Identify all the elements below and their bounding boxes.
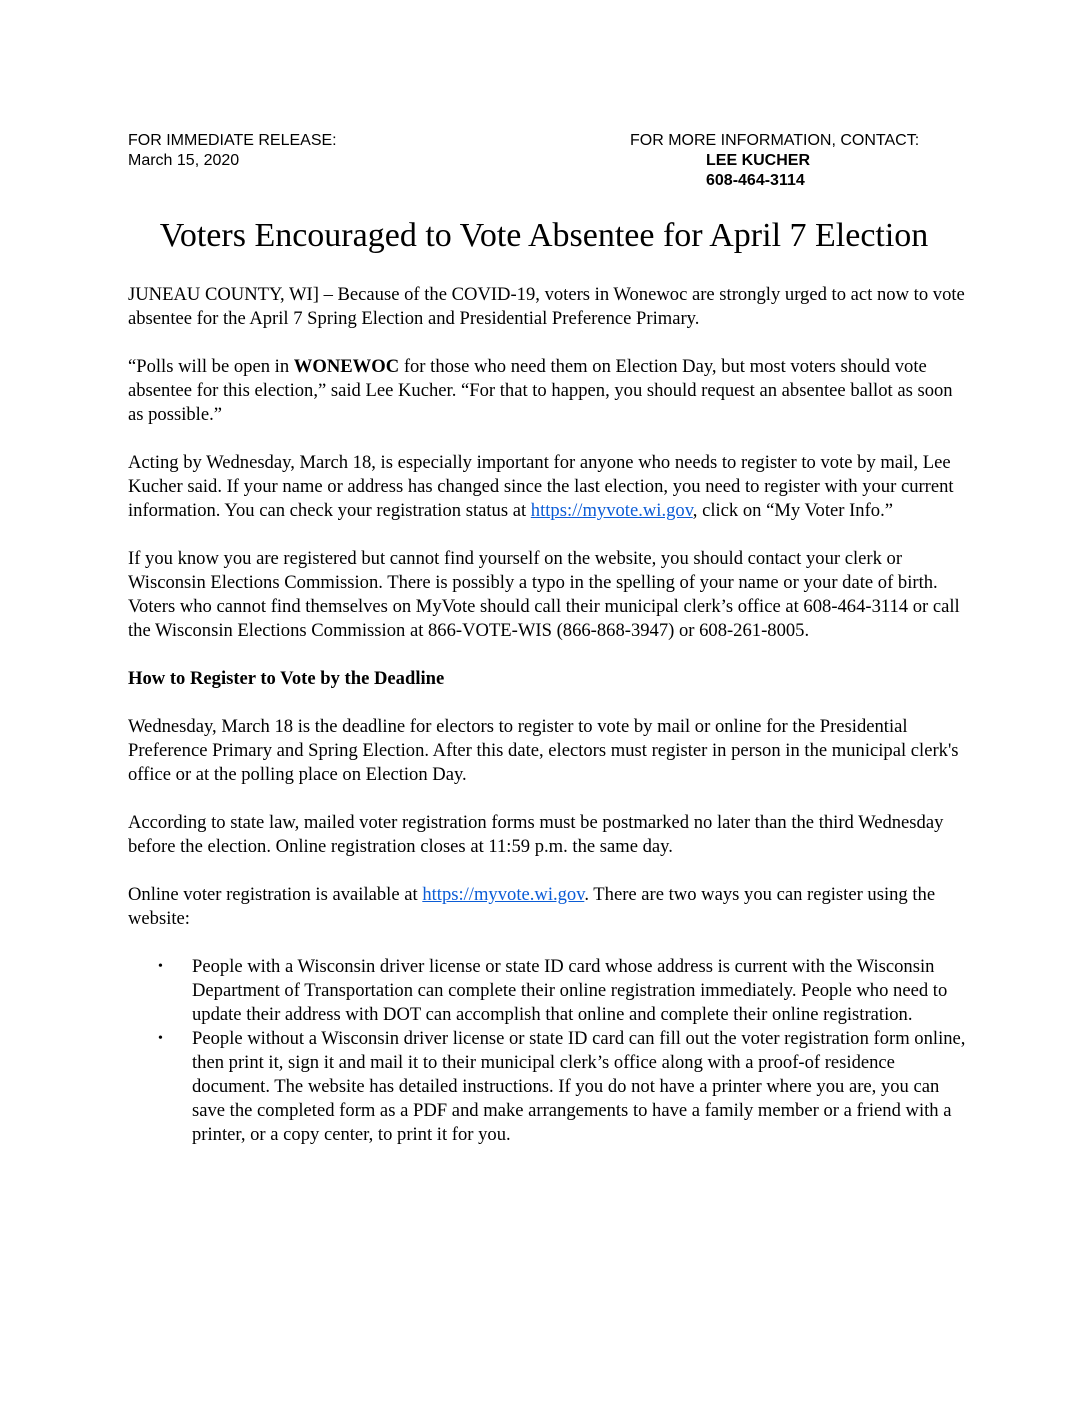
myvote-link[interactable]: https://myvote.wi.gov bbox=[530, 500, 693, 521]
registration-options-list bbox=[128, 955, 968, 1147]
paragraph-online bbox=[128, 883, 968, 931]
paragraph-quote bbox=[128, 355, 968, 427]
list-item-text: People without a Wisconsin driver license or state ID card can fill out the voter registration form online, then print it, sign it and mail it to their municipal clerk’s office along with a proof-of residence document. The website has detailed instructions. If you do not have a printer where you are, you can save the completed form as a PDF and make arrangements to have a family member or a friend with a printer, or a copy center, to print it for you. bbox=[192, 1028, 966, 1145]
contact-name: LEE KUCHER bbox=[706, 152, 811, 169]
deadline-text-end: , click on “My Voter Info.” bbox=[692, 500, 893, 521]
list-item-text: People with a Wisconsin driver license or state ID card whose address is current with the Wisconsin Department of Transportation can complete their online registration immediately. People who need to update their address with DOT can accomplish that online and complete their online registration. bbox=[192, 956, 948, 1025]
article-body bbox=[128, 283, 968, 1147]
release-block bbox=[128, 131, 337, 171]
page-title: Voters Encouraged to Vote Absentee for April 7 Election bbox=[159, 217, 929, 254]
contact-phone: 608-464-3114 bbox=[706, 172, 805, 189]
release-date: March 15, 2020 bbox=[128, 152, 240, 169]
town-name: WONEWOC bbox=[293, 356, 400, 377]
list-item bbox=[128, 955, 968, 1027]
online-text-end: . There are two ways you can register using the website: bbox=[128, 884, 936, 929]
contact-label: FOR MORE INFORMATION, CONTACT: bbox=[630, 132, 920, 149]
paragraph-intro: JUNEAU COUNTY, WI] – Because of the COVID-19, voters in Wonewoc are strongly urged to act now to vote absentee for the April 7 Spring Election and Presidential Preference Primary. bbox=[128, 284, 965, 329]
quote-text-start: “Polls will be open in bbox=[128, 356, 294, 377]
list-item bbox=[128, 1027, 968, 1147]
section-heading: How to Register to Vote by the Deadline bbox=[128, 668, 445, 689]
paragraph-register-deadline: Wednesday, March 18 is the deadline for electors to register to vote by mail or online for the Presidential Preference Primary and Spring Election. After this date, electors must register in person in the municipal clerk's office or at the polling place on Election Day. bbox=[128, 716, 959, 785]
quote-text-end: for those who need them on Election Day, but most voters should vote absentee for this election,” said Lee Kucher. “For that to happen, you should request an absentee ballot as soon as possible.” bbox=[128, 356, 953, 425]
myvote-link-2[interactable]: https://myvote.wi.gov bbox=[422, 884, 585, 905]
contact-block bbox=[630, 131, 919, 191]
deadline-text: Acting by Wednesday, March 18, is especially important for anyone who needs to register to vote by mail, Lee Kucher said. If your name or address has changed since the last election, you need to register with your current information. You can check your registration status at bbox=[128, 452, 954, 521]
paragraph-state-law: According to state law, mailed voter registration forms must be postmarked no later than the third Wednesday before the election. Online registration closes at 11:59 p.m. the same day. bbox=[128, 812, 944, 857]
paragraph-contact: If you know you are registered but cannot find yourself on the website, you should contact your clerk or Wisconsin Elections Commission. There is possibly a typo in the spelling of your name or your date of birth. Voters who cannot find themselves on MyVote should call their municipal clerk’s office at 608-464-3114 or call the Wisconsin Elections Commission at 866-VOTE-WIS (866-868-3947) or 608-261-8005. bbox=[128, 548, 960, 641]
bullet-icon: • bbox=[158, 1031, 163, 1046]
release-label: FOR IMMEDIATE RELEASE: bbox=[128, 132, 337, 149]
bullet-icon: • bbox=[158, 959, 163, 974]
online-text: Online voter registration is available at bbox=[128, 884, 423, 905]
paragraph-deadline bbox=[128, 451, 968, 523]
